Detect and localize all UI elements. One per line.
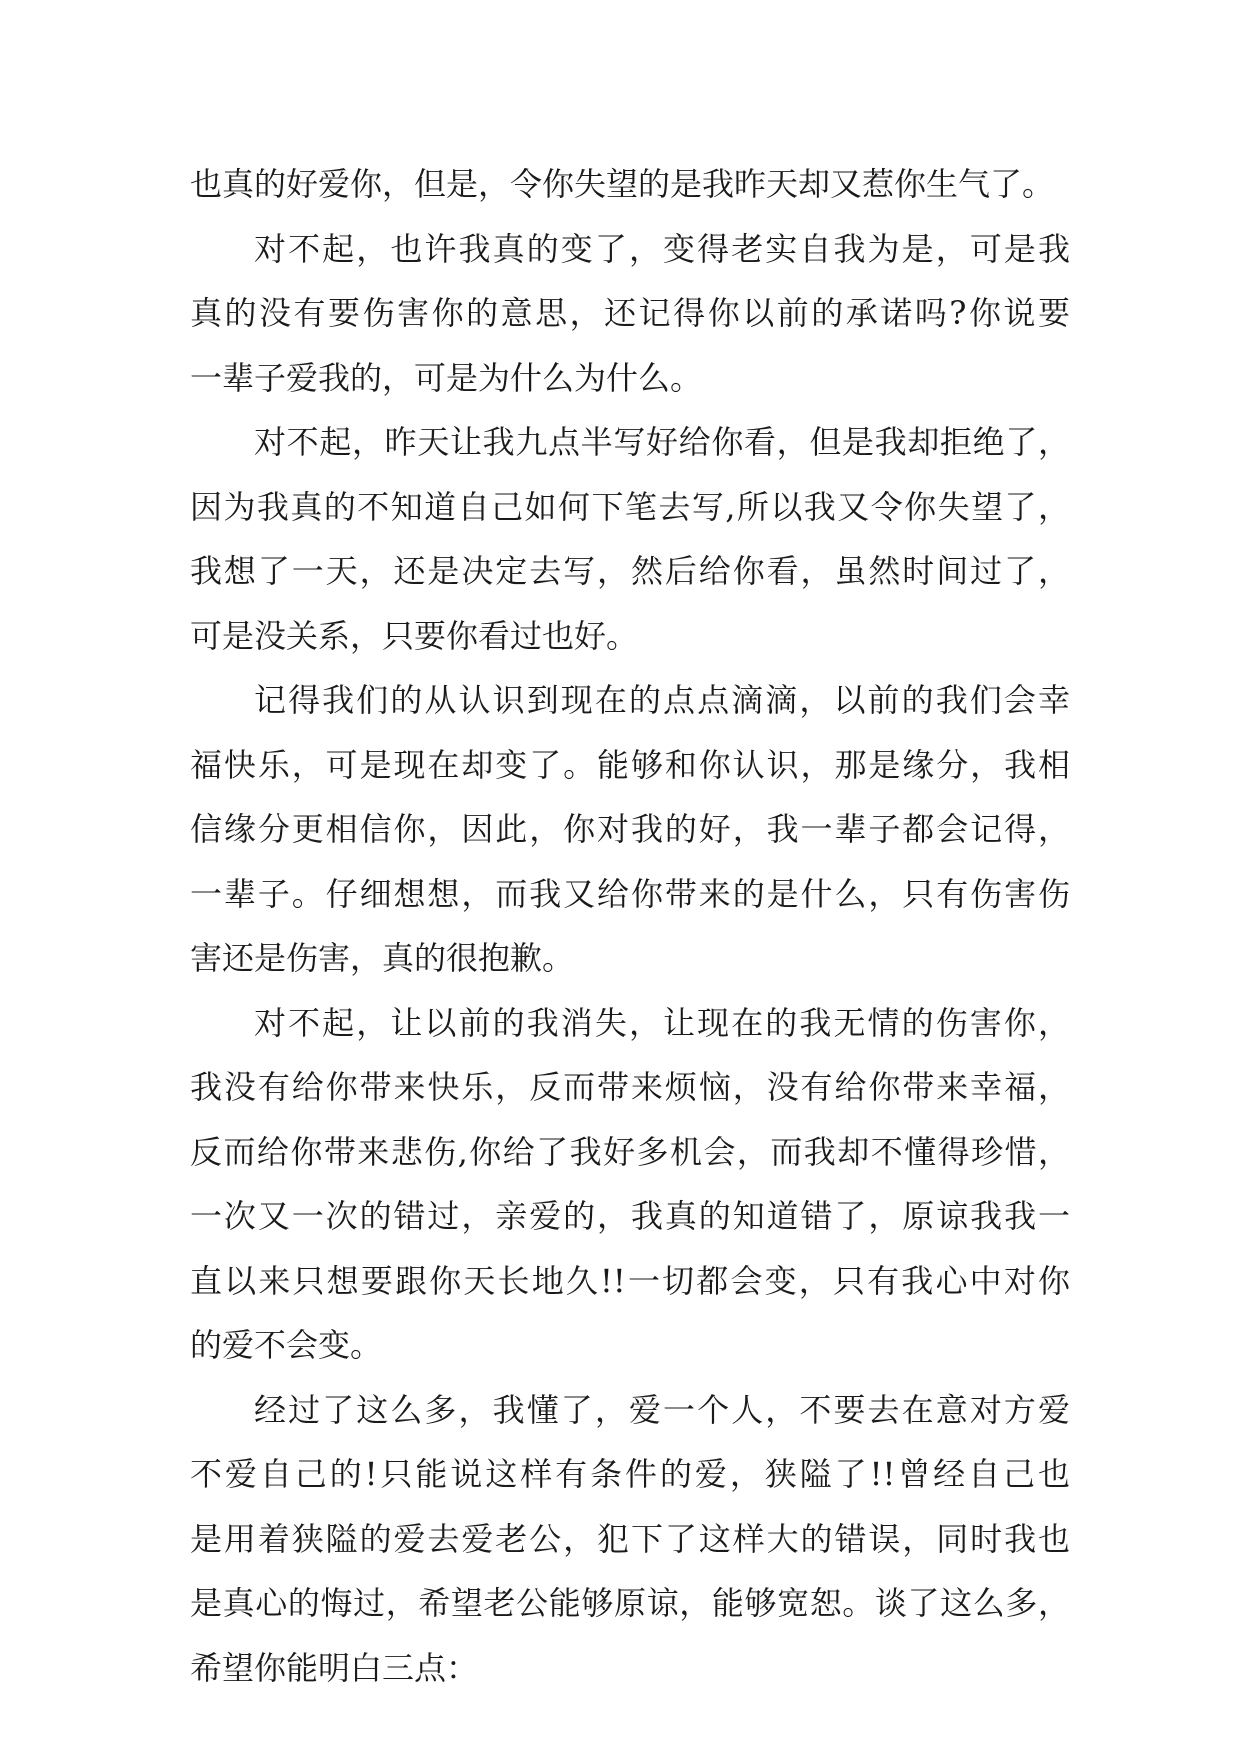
text-line: 一辈子爱我的，可是为什么为什么。	[190, 358, 703, 397]
text-line: 是用着狭隘的爱去爱老公，犯下了这样大的错误，同时我也	[190, 1519, 1070, 1558]
text-line: 福快乐，可是现在却变了。能够和你认识，那是缘分，我相	[190, 745, 1070, 784]
document-body	[190, 152, 1070, 1700]
text-line: 直以来只想要跟你天长地久!!一切都会变，只有我心中对你	[190, 1261, 1070, 1300]
text-line: 信缘分更相信你，因此，你对我的好，我一辈子都会记得，	[190, 810, 1070, 848]
text-line: 的爱不会变。	[190, 1326, 383, 1364]
paragraph-6	[190, 1378, 1070, 1701]
text-line: 不爱自己的!只能说这样有条件的爱，狭隘了!!曾经自己也	[190, 1455, 1070, 1493]
text-line: 一次又一次的错过，亲爱的，我真的知道错了，原谅我我一	[190, 1197, 1070, 1235]
text-line: 对不起，昨天让我九点半写好给你看，但是我却拒绝了，	[254, 423, 1070, 461]
text-line: 也真的好爱你，但是，令你失望的是我昨天却又惹你生气了。	[190, 165, 1055, 203]
text-line: 害还是伤害，真的很抱歉。	[190, 939, 575, 977]
paragraph-2	[190, 217, 1070, 411]
text-line: 记得我们的从认识到现在的点点滴滴，以前的我们会幸	[254, 681, 1070, 719]
paragraph-4	[190, 668, 1070, 991]
text-line: 经过了这么多，我懂了，爱一个人，不要去在意对方爱	[254, 1390, 1070, 1429]
paragraph-3	[190, 410, 1070, 668]
text-line: 是真心的悔过，希望老公能够原谅，能够宽恕。谈了这么多，	[190, 1584, 1070, 1622]
paragraph-5	[190, 991, 1070, 1378]
text-line: 我想了一天，还是决定去写，然后给你看，虽然时间过了，	[190, 552, 1070, 590]
text-line: 我没有给你带来快乐，反而带来烦恼，没有给你带来幸福，	[190, 1068, 1070, 1106]
text-line: 对不起，也许我真的变了，变得老实自我为是，可是我	[254, 229, 1070, 268]
paragraph-1	[190, 152, 1070, 217]
text-line: 因为我真的不知道自己如何下笔去写,所以我又令你失望了，	[190, 487, 1070, 526]
text-line: 对不起，让以前的我消失，让现在的我无情的伤害你，	[254, 1003, 1070, 1042]
text-line: 真的没有要伤害你的意思，还记得你以前的承诺吗?你说要	[190, 294, 1070, 332]
text-line: 反而给你带来悲伤,你给了我好多机会，而我却不懂得珍惜，	[190, 1132, 1070, 1171]
text-line: 一辈子。仔细想想，而我又给你带来的是什么，只有伤害伤	[190, 874, 1070, 913]
text-line: 可是没关系，只要你看过也好。	[190, 616, 639, 655]
text-line: 希望你能明白三点：	[190, 1648, 479, 1687]
